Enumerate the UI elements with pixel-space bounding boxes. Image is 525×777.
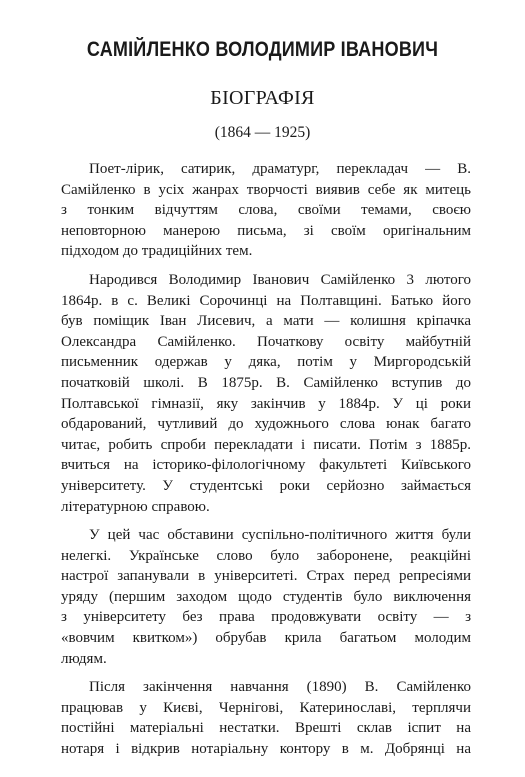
text-line: письменник одержав у дяка, потім у Миргородській <box>61 354 471 371</box>
text-line: нелегкі. Українське слово було заборонене, реакційні <box>61 547 471 564</box>
text-line: настрої запанували в університеті. Страх перед репресіями <box>61 568 471 585</box>
text-line: читає, робить спроби перекладати і писати. Потім з 1885р. <box>61 436 471 453</box>
text-line: вчиться на історико-філологічному факультеті Київського <box>61 457 471 474</box>
text-line: підходом до традиційних тем. <box>61 243 253 260</box>
paragraph <box>61 159 471 262</box>
text-line: був поміщик Іван Лисевич, а мати — колишня кріпачка <box>61 313 471 330</box>
text-line: Народився Володимир Іванович Самійленко 3 лютого <box>89 271 471 288</box>
document-subtitle: БІОГРАФІЯ <box>210 87 315 109</box>
text-line: з тонким відчуттям слова, своїми темами, своєю <box>61 202 471 219</box>
life-years: (1864 — 1925) <box>214 124 311 141</box>
text-line: Самійленко в усіх жанрах творчості виявив себе як митець <box>61 181 471 198</box>
text-line: літературною справою. <box>61 498 210 515</box>
text-line: «вовчим квитком») обрубав крила багатьом молодим <box>61 630 471 647</box>
text-line: уряду (першим заходом щодо студентів було виключення <box>61 588 471 605</box>
text-line: Поет-лірик, сатирик, драматург, перекладач — В. <box>89 161 471 177</box>
text-line: з університету без права продовжувати освіту — з <box>61 609 471 626</box>
text-line: Олександра Самійленко. Початкову освіту майбутній <box>61 333 471 350</box>
text-line: 1864р. в с. Великі Сорочинці на Полтавщині. Батько його <box>61 292 471 309</box>
text-line: працював у Києві, Чернігові, Катеринославі, терплячи <box>61 699 471 716</box>
text-line: обдарований, чутливий до художнього слова юнак багато <box>61 416 471 433</box>
text-line: університету. У студентські роки серйозно займається <box>61 477 471 494</box>
paragraph <box>61 677 471 759</box>
document-title: САМІЙЛЕНКО ВОЛОДИМИР ІВАНОВИЧ <box>86 38 439 61</box>
text-line: нотаря і відкрив нотаріальну контору в м. Добрянці на <box>61 741 471 758</box>
text-line: Полтавської гімназії, яку закінчив у 1884р. У ці роки <box>61 395 471 412</box>
paragraph <box>61 270 471 517</box>
text-line: людям. <box>61 650 107 667</box>
text-line: неповторною манерою письма, зі своїм оригінальним <box>61 222 471 239</box>
paragraph <box>61 525 471 669</box>
biography-text <box>61 159 471 768</box>
text-line: У цей час обставини суспільно-політичного життя були <box>89 527 471 544</box>
text-line: постійні матеріальні нестатки. Врешті склав іспит на <box>61 720 471 737</box>
text-line: початковій школі. В 1875р. В. Самійленко вступив до <box>61 374 471 391</box>
text-line: Після закінчення навчання (1890) В. Самійленко <box>89 679 471 696</box>
